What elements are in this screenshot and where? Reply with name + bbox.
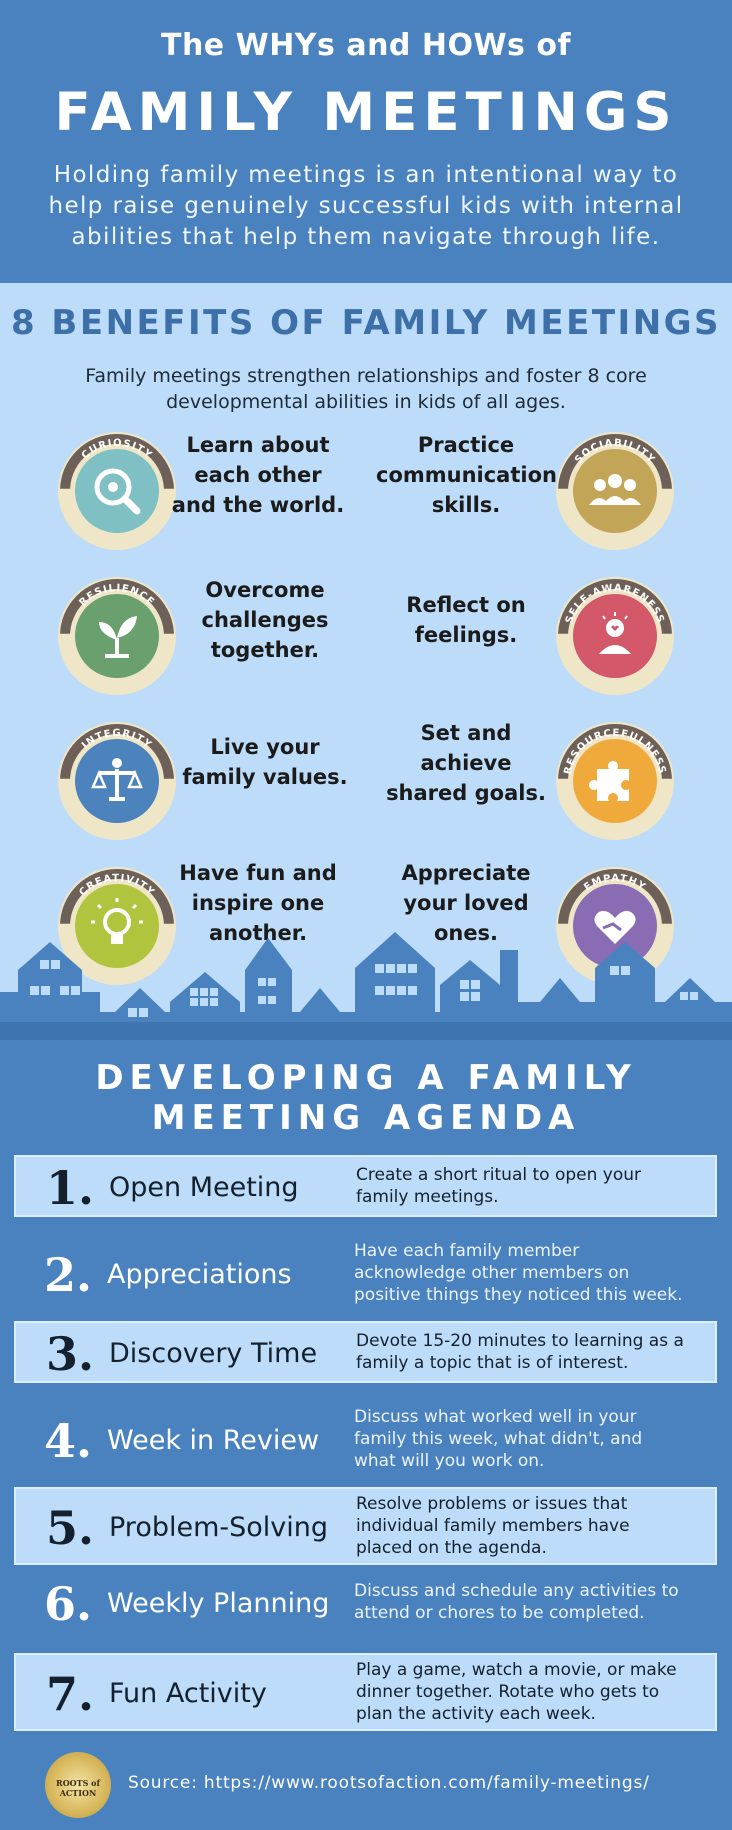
agenda-name: Appreciations <box>107 1259 292 1290</box>
agenda-description <box>356 1659 711 1725</box>
intro-line: Holding family meetings is an intentional way to <box>53 162 679 188</box>
badge-label-text: SELF-AWARENESS <box>563 582 667 626</box>
roots-of-action-logo <box>45 1752 111 1818</box>
intro-line: help raise genuinely successful kids with internal <box>48 193 684 219</box>
benefits-section <box>0 283 732 1028</box>
badge-label <box>58 577 176 695</box>
benefit-text-line: Reflect on <box>406 593 526 617</box>
benefit-text-line: feelings. <box>414 623 518 647</box>
agenda-item <box>14 1403 717 1479</box>
svg-text:SELF-AWARENESS <box>564 583 666 625</box>
agenda-description-line: individual family members have <box>356 1516 630 1536</box>
intro-text <box>40 160 692 253</box>
page-title: FAMILY MEETINGS <box>54 82 678 143</box>
agenda-description <box>354 1580 709 1624</box>
agenda-description-line: Play a game, watch a movie, or make <box>356 1660 677 1680</box>
svg-text:CREATIVITY <box>77 873 156 899</box>
agenda-description <box>356 1330 711 1374</box>
badge-self-awareness <box>556 577 674 695</box>
benefit-text-line: communication <box>376 463 557 487</box>
benefit-text-line: Learn about <box>186 433 330 457</box>
agenda-description-line: attend or chores to be completed. <box>354 1603 645 1623</box>
agenda-item <box>14 1573 717 1635</box>
badge-resilience <box>58 577 176 695</box>
agenda-description-line: Resolve problems or issues that <box>356 1494 628 1514</box>
agenda-description-line: placed on the agenda. <box>356 1538 547 1558</box>
agenda-name: Weekly Planning <box>107 1588 330 1619</box>
benefit-text-line: Set and <box>420 721 512 745</box>
intro-line: abilities that help them navigate through life. <box>71 224 661 250</box>
agenda-description-line: dinner together. Rotate who gets to <box>356 1682 660 1702</box>
agenda-name: Problem-Solving <box>109 1512 329 1543</box>
badge-label-text: CURIOSITY <box>79 437 155 462</box>
benefit-text-line: Appreciate <box>401 861 531 885</box>
agenda-number: 7. <box>46 1667 95 1721</box>
agenda-description-line: plan the activity each week. <box>356 1704 596 1724</box>
agenda-item <box>14 1237 717 1313</box>
badge-label <box>556 722 674 840</box>
badge-resourcefulness <box>556 722 674 840</box>
badge-curiosity <box>58 432 176 550</box>
benefit-text <box>376 430 556 520</box>
header <box>0 0 732 283</box>
agenda-name: Open Meeting <box>109 1172 299 1203</box>
agenda-item <box>14 1321 717 1383</box>
svg-text:RESILIENCE <box>77 583 156 609</box>
badge-label-text: INTEGRITY <box>79 727 154 752</box>
agenda-description-line: Discuss what worked well in your <box>354 1407 637 1427</box>
benefit-text-line: each other <box>194 463 322 487</box>
svg-text:CURIOSITY <box>80 438 155 462</box>
badge-label <box>556 577 674 695</box>
subtitle-line: developmental abilities in kids of all ages. <box>166 391 566 413</box>
pre-title: The WHYs and HOWs of <box>160 28 572 63</box>
agenda-description <box>354 1406 709 1472</box>
agenda-item <box>14 1487 717 1565</box>
badge-label-text: CREATIVITY <box>77 872 157 899</box>
benefit-text-line: your loved <box>403 891 529 915</box>
agenda-number: 5. <box>46 1501 95 1555</box>
badge-integrity <box>58 722 176 840</box>
agenda-title-line: MEETING AGENDA <box>151 1098 581 1138</box>
benefit-text-line: and the world. <box>171 493 345 517</box>
benefit-text-line: Have fun and <box>179 861 337 885</box>
agenda-name: Week in Review <box>107 1425 320 1456</box>
badge-label <box>556 432 674 550</box>
logo-text: ROOTS of ACTION <box>56 1778 100 1798</box>
agenda-description <box>354 1240 709 1306</box>
badge-label <box>58 432 176 550</box>
benefit-text-line: Live your <box>210 735 320 759</box>
agenda-description-line: family meetings. <box>356 1187 499 1207</box>
house-skyline-icon <box>0 930 732 1040</box>
agenda-description-line: positive things they noticed this week. <box>354 1285 683 1305</box>
benefit-text-line: Overcome <box>205 578 325 602</box>
agenda-description <box>356 1493 711 1559</box>
agenda-description <box>356 1164 711 1208</box>
agenda-number: 4. <box>44 1414 93 1468</box>
benefit-text-line: challenges <box>201 608 329 632</box>
svg-text:EMPATHY <box>582 873 648 893</box>
svg-text:SOCIABILITY <box>573 438 657 466</box>
agenda-number: 2. <box>44 1248 93 1302</box>
agenda-number: 6. <box>44 1577 93 1631</box>
benefit-text <box>376 718 556 808</box>
benefits-subtitle <box>40 363 692 415</box>
badge-label-text: RESOURCEFULNESS <box>562 727 668 776</box>
agenda-number: 1. <box>46 1161 95 1215</box>
agenda-title-line: DEVELOPING A FAMILY <box>95 1058 637 1098</box>
agenda-item <box>14 1155 717 1217</box>
benefit-text-line: skills. <box>431 493 501 517</box>
badge-label-text: EMPATHY <box>582 872 648 894</box>
badge-label <box>58 722 176 840</box>
benefit-text-line: achieve <box>420 751 512 775</box>
agenda-description-line: Devote 15-20 minutes to learning as a <box>356 1331 684 1351</box>
benefit-text <box>175 575 355 665</box>
benefit-text-line: ones. <box>433 921 499 945</box>
agenda-name: Fun Activity <box>109 1678 267 1709</box>
benefit-text-line: another. <box>208 921 308 945</box>
badge-label-text: RESILIENCE <box>77 582 157 609</box>
benefit-text-line: inspire one <box>191 891 325 915</box>
benefit-text <box>376 590 556 650</box>
agenda-name: Discovery Time <box>109 1338 318 1369</box>
agenda-item <box>14 1653 717 1731</box>
benefits-title: 8 BENEFITS OF FAMILY MEETINGS <box>10 303 722 343</box>
agenda-description-line: Discuss and schedule any activities to <box>354 1581 679 1601</box>
svg-text:INTEGRITY <box>80 728 154 751</box>
benefit-text-line: together. <box>210 638 320 662</box>
source-text: Source: https://www.rootsofaction.com/family-meetings/ <box>128 1773 650 1793</box>
subtitle-line: Family meetings strengthen relationships and foster 8 core <box>85 365 647 387</box>
agenda-description-line: Have each family member <box>354 1241 580 1261</box>
benefit-text-line: family values. <box>182 765 348 789</box>
agenda-description-line: what will you work on. <box>354 1451 545 1471</box>
benefit-text <box>168 430 348 520</box>
badge-sociability <box>556 432 674 550</box>
svg-text:RESOURCEFULNESS <box>562 728 667 776</box>
agenda-title <box>0 1058 732 1138</box>
badge-label-text: SOCIABILITY <box>572 437 658 466</box>
agenda-description-line: Create a short ritual to open your <box>356 1165 642 1185</box>
agenda-number: 3. <box>46 1327 95 1381</box>
benefit-text-line: Practice <box>417 433 515 457</box>
agenda-description-line: family this week, what didn't, and <box>354 1429 643 1449</box>
benefit-text-line: shared goals. <box>386 781 546 805</box>
agenda-description-line: family a topic that is of interest. <box>356 1353 629 1373</box>
agenda-description-line: acknowledge other members on <box>354 1263 630 1283</box>
benefit-text <box>175 732 355 792</box>
